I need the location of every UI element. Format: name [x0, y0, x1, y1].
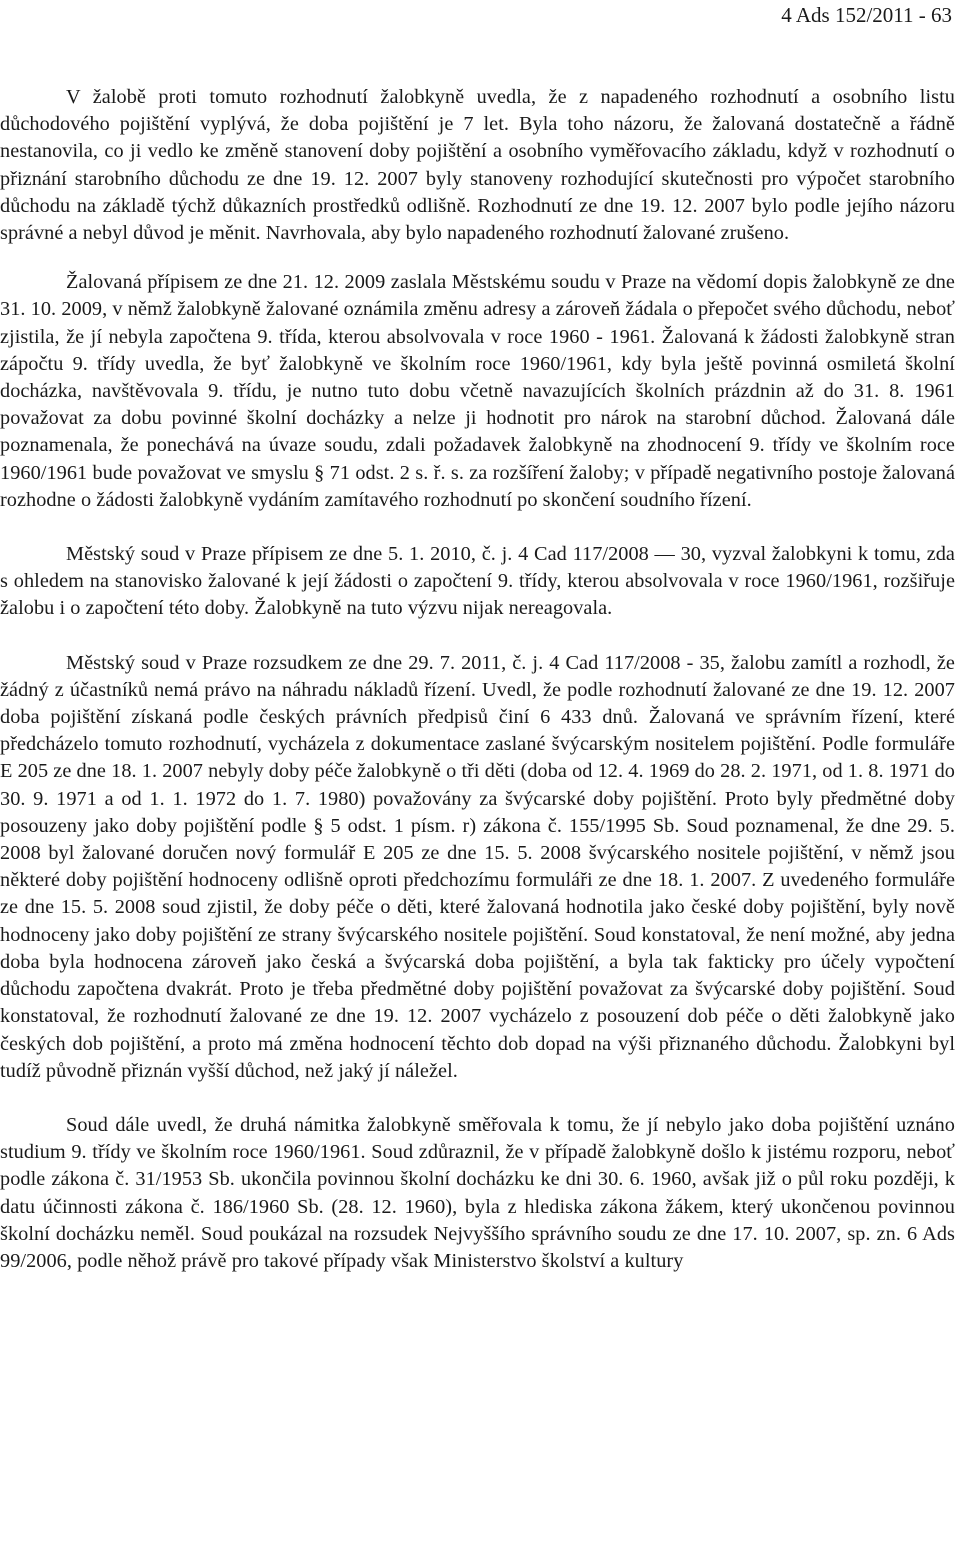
paragraph-court-request: Městský soud v Praze přípisem ze dne 5. 1. 2010, č. j. 4 Cad 117/2008 — 30, vyzval žalobkyni k tomu, zda s ohledem na stanovisko žalované k její žádosti o započtení 9. třídy, kterou absolvovala v roce 1960/1961, rozšiřuje žalobu i o započtení této doby. Žalobkyně na tuto výzvu nijak nereagovala.	[0, 543, 955, 620]
paragraph-court-judgment: Městský soud v Praze rozsudkem ze dne 29. 7. 2011, č. j. 4 Cad 117/2008 - 35, žalobu zamítl a rozhodl, že žádný z účastníků nemá právo na náhradu nákladů řízení. Uvedl, že podle rozhodnutí žalované ze dne 19. 12. 2007 doba pojištění získaná podle českých právních předpisů činí 6 433 dnů. Žalovaná ve správním řízení, které předcházelo tomuto rozhodnutí, vycházela z dokumentace zaslané švýcarským nositelem pojištění. Podle formuláře E 205 ze dne 18. 1. 2007 nebyly doby péče žalobkyně o tři děti (doba od 12. 4. 1969 do 28. 2. 1971, od 1. 8. 1971 do 30. 9. 1971 a od 1. 1. 1972 do 1. 7. 1980) považovány za švýcarské doby pojištění. Proto byly předmětné doby posouzeny jako doby pojištění podle § 5 odst. 1 písm. r) zákona č. 155/1995 Sb. Soud poznamenal, že dne 29. 5. 2008 byl žalované doručen nový formulář E 205 ze dne 15. 5. 2008 švýcarského nositele pojištění, v němž jsou některé doby pojištění hodnoceny odlišně oproti předchozímu formuláři ze dne 18. 1. 2007. Z uvedeného formuláře ze dne 15. 5. 2008 soud zjistil, že doby péče o děti, které žalovaná hodnotila jako české doby pojištění, byly nově hodnoceny jako doby pojištění ze strany švýcarského nositele pojištění. Soud konstatoval, že není možné, aby jedna doba byla hodnocena zároveň jako česká a švýcarská doba pojištění, a byla tak fakticky pro účely vypočtení důchodu započtena dvakrát. Proto je třeba předmětné doby pojištění považovat za švýcarské doby pojištění. Soud konstatoval, že rozhodnutí žalované ze dne 19. 12. 2007 vycházelo z posouzení dob péče o děti žalobkyně jako českých dob pojištění, a proto má změna hodnocení těchto dob dopad na výši přiznaného důchodu. Žalobkyni byl tudíž původně přiznán vyšší důchod, než jaký jí náležel.	[0, 651, 955, 1082]
paragraph-lawsuit: V žalobě proti tomuto rozhodnutí žalobkyně uvedla, že z napadeného rozhodnutí a osobního listu důchodového pojištění vyplývá, že doba pojištění je 7 let. Byla toho názoru, že žalovaná dostatečně a řádně nestanovila, co ji vedlo ke změně stanovení doby pojištění a osobního vyměřovacího základu, když v rozhodnutí o přiznání starobního důchodu ze dne 19. 12. 2007 byly stanoveny rozhodující skutečnosti pro výpočet starobního důchodu na základě týchž důkazních prostředků odlišně. Rozhodnutí ze dne 19. 12. 2007 bylo podle jejího názoru správné a nebyl důvod je měnit. Navrhovala, aby bylo napadeného rozhodnutí žalované zrušeno.	[0, 86, 955, 245]
page-reference: 4 Ads 152/2011 - 63	[781, 3, 952, 27]
document-body	[0, 84, 955, 1275]
paragraph-defendant-letter: Žalovaná přípisem ze dne 21. 12. 2009 zaslala Městskému soudu v Praze na vědomí dopis žalobkyně ze dne 31. 10. 2009, v němž žalobkyně žalované oznámila změnu adresy a zároveň žádala o přepočet svého důchodu, neboť zjistila, že jí nebyla započtena 9. třída, kterou absolvovala v roce 1960 - 1961. Žalovaná k žádosti žalobkyně stran zápočtu 9. třídy uvedla, že byť žalobkyně ve školním roce 1960/1961, kdy byla ještě povinná osmiletá školní docházka, navštěvovala 9. třídu, je nutno tuto dobu včetně navazujících školních prázdnin až do 31. 8. 1961 považovat za dobu povinné školní docházky a nelze ji hodnotit pro nárok na starobní důchod. Žalovaná dále poznamenala, že ponechává na úvaze soudu, zdali požadavek žalobkyně na zhodnocení 9. třídy ve školním roce 1960/1961 bude považovat ve smyslu § 71 odst. 2 s. ř. s. za rozšíření žaloby; v případě negativního postoje žalovaná rozhodne o žádosti žalobkyně vydáním zamítavého rozhodnutí po skončení soudního řízení.	[0, 271, 955, 511]
paragraph-court-further: Soud dále uvedl, že druhá námitka žalobkyně směřovala k tomu, že jí nebylo jako doba pojištění uznáno studium 9. třídy ve školním roce 1960/1961. Soud zdůraznil, že v případě žalobkyně došlo k jistému rozporu, neboť podle zákona č. 31/1953 Sb. ukončila povinnou školní docházku ke dni 30. 6. 1960, avšak již o půl roku později, k datu účinnosti zákona č. 186/1960 Sb. (28. 12. 1960), byla z hlediska zákona žákem, který ukončenou povinnou školní docházku neměl. Soud poukázal na rozsudek Nejvyššího správního soudu ze dne 17. 10. 2007, sp. zn. 6 Ads 99/2006, podle něhož právě pro takové případy však Ministerstvo školství a kultury	[0, 1113, 955, 1272]
